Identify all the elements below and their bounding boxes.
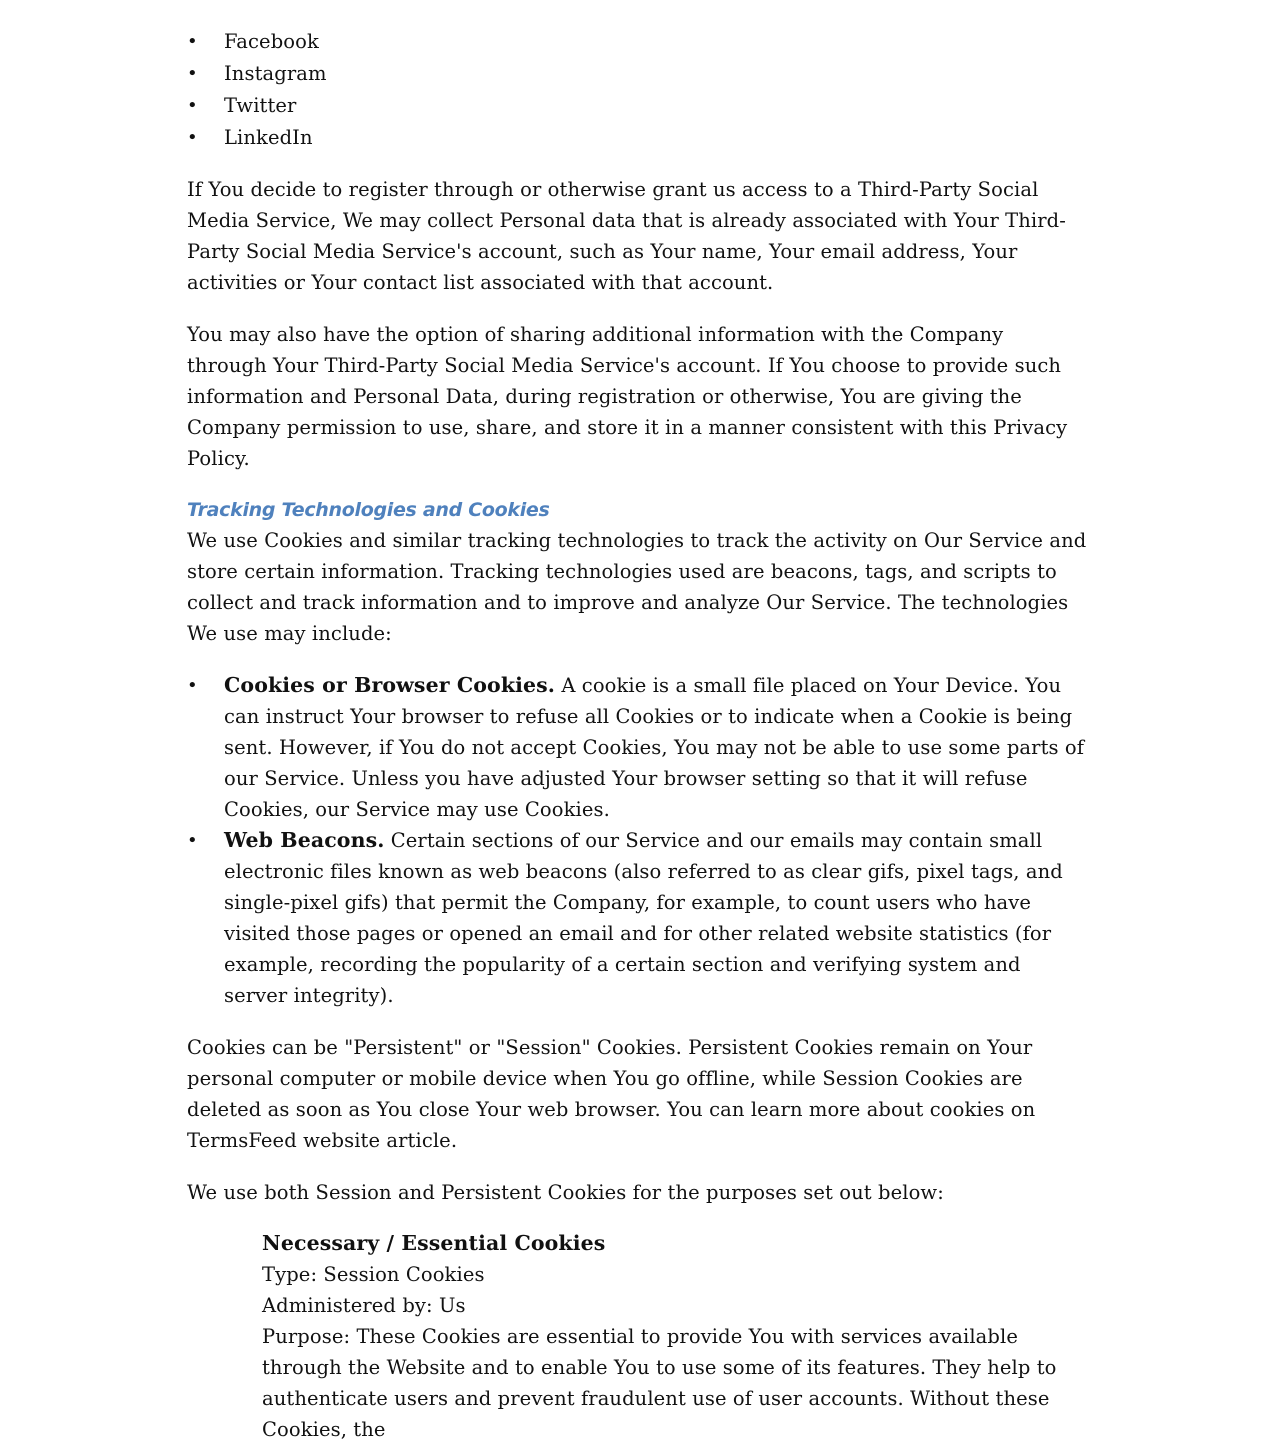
document-page: [187, 26, 1087, 1445]
list-item-label: LinkedIn: [224, 126, 313, 149]
cookie-type: Type: Session Cookies: [262, 1263, 485, 1286]
cookie-purpose: Purpose: These Cookies are essential to provide You with services available through the Website and to enable You to use some of its features. They help to authenticate users and prevent fraudulent use of user accounts. Without these Cookies, the: [262, 1325, 1057, 1441]
list-item: [187, 825, 1087, 1011]
list-item: [187, 670, 1087, 825]
purposes-paragraph: We use both Session and Persistent Cookies for the purposes set out below:: [187, 1181, 944, 1204]
tracking-intro-paragraph: We use Cookies and similar tracking technologies to track the activity on Our Service and store certain information. Tracking technologies used are beacons, tags, and scripts to collect and track information and to improve and analyze Our Service. The technologies We use may include:: [187, 529, 1087, 645]
technologies-list: [187, 670, 1087, 1011]
bullet-icon: •: [187, 127, 198, 148]
technology-term: Web Beacons.: [224, 828, 385, 852]
list-item-label: Facebook: [224, 30, 319, 53]
bullet-icon: •: [187, 31, 198, 52]
list-item-label: Twitter: [224, 94, 297, 117]
technology-description: A cookie is a small file placed on Your Device. You can instruct Your browser to refuse all Cookies or to indicate when a Cookie is being sent. However, if You do not accept Cookies, You may not be able to use some parts of our Service. Unless you have adjusted Your browser setting so that it will refuse Cookies, our Service may use Cookies.: [224, 674, 1085, 821]
cookie-administered-by: Administered by: Us: [262, 1294, 466, 1317]
essential-cookies-title: Necessary / Essential Cookies: [262, 1231, 606, 1255]
technology-term: Cookies or Browser Cookies.: [224, 673, 556, 697]
list-item: [187, 26, 1087, 58]
list-item: [187, 58, 1087, 90]
list-item: [187, 90, 1087, 122]
sharing-paragraph: You may also have the option of sharing additional information with the Company through Your Third-Party Social Media Service's account. If You choose to provide such information and Personal Data, during registration or otherwise, You are giving the Company permission to use, share, and store it in a manner consistent with this Privacy Policy.: [187, 323, 1068, 470]
bullet-icon: •: [187, 95, 198, 116]
technology-description: Certain sections of our Service and our emails may contain small electronic files known as web beacons (also referred to as clear gifs, pixel tags, and single-pixel gifs) that permit the Company, for example, to count users who have visited those pages or opened an email and for other related website statistics (for example, recording the popularity of a certain section and verifying system and server integrity).: [224, 829, 1063, 1007]
list-item: [187, 122, 1087, 154]
persistent-session-paragraph: Cookies can be "Persistent" or "Session" Cookies. Persistent Cookies remain on Your personal computer or mobile device when You go offline, while Session Cookies are deleted as soon as You close Your web browser. You can learn more about cookies on TermsFeed website article.: [187, 1036, 1036, 1152]
essential-cookies-block: [262, 1228, 1087, 1445]
tracking-heading: Tracking Technologies and Cookies: [187, 499, 550, 521]
social-media-list: [187, 26, 1087, 154]
bullet-icon: •: [187, 63, 198, 84]
register-paragraph: If You decide to register through or otherwise grant us access to a Third-Party Social Media Service, We may collect Personal data that is already associated with Your Third-Party Social Media Service's account, such as Your name, Your email address, Your activities or Your contact list associated with that account.: [187, 178, 1066, 294]
list-item-label: Instagram: [224, 62, 327, 85]
bullet-icon: •: [187, 830, 198, 851]
bullet-icon: •: [187, 675, 198, 696]
